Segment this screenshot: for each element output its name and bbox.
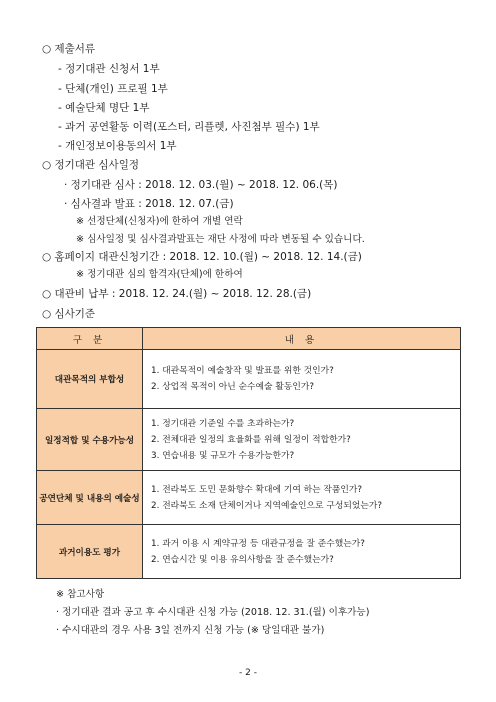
reference-item-1: · 정기대관 결과 공고 후 수시대관 신청 가능 (2018. 12. 31.(월) 이후가능) [56, 607, 370, 618]
table-row [37, 409, 461, 471]
schedule-review-dates: · 정기대관 심사 : 2018. 12. 03.(월) ~ 2018. 12. 06.(목) [64, 179, 338, 191]
criteria-table [36, 327, 461, 579]
criteria-line: 1. 정기대관 기준일 수를 초과하는가? [151, 418, 295, 429]
criteria-category: 대관목적의 부합성 [37, 350, 143, 409]
submit-item-3: - 예술단체 명단 1부 [58, 102, 150, 114]
criteria-line: 2. 전체대관 일정의 효율화를 위해 일정이 적합한가? [151, 434, 351, 445]
criteria-category: 일정적합 및 수용가능성 [37, 409, 143, 471]
submit-item-2: - 단체(개인) 프로필 1부 [58, 83, 168, 95]
homepage-note: ※ 정기대관 심의 합격자(단체)에 한하여 [76, 269, 243, 280]
schedule-heading: ○ 정기대관 심사일정 [42, 159, 139, 171]
schedule-note-1: ※ 선정단체(신청자)에 한하여 개별 연락 [76, 216, 243, 227]
submit-item-1: - 정기대관 신청서 1부 [58, 63, 160, 75]
table-row [37, 350, 461, 409]
criteria-line: 1. 과거 이용 시 계약규정 등 대관규정을 잘 준수했는가? [151, 538, 365, 549]
criteria-content [143, 471, 461, 525]
homepage-period-heading: ○ 홈페이지 대관신청기간 : 2018. 12. 10.(월) ~ 2018. 12. 14.(금) [42, 251, 362, 263]
table-row [37, 471, 461, 525]
criteria-line: 2. 전라북도 소재 단체이거나 지역예술인으로 구성되었는가? [151, 500, 382, 511]
submit-item-5: - 개인정보이용동의서 1부 [58, 140, 177, 152]
criteria-line: 3. 연습내용 및 규모가 수용가능한가? [151, 450, 295, 461]
schedule-result-date: · 심사결과 발표 : 2018. 12. 07.(금) [64, 198, 234, 210]
criteria-header-row [37, 328, 461, 350]
schedule-note-2: ※ 심사일정 및 심사결과발표는 재단 사정에 따라 변동될 수 있습니다. [76, 234, 365, 245]
criteria-category: 과거이용도 평가 [37, 525, 143, 579]
reference-heading: ※ 참고사항 [56, 589, 105, 600]
payment-heading: ○ 대관비 납부 : 2018. 12. 24.(월) ~ 2018. 12. 28.(금) [42, 288, 312, 300]
criteria-line: 1. 대관목적이 예술창작 및 발표를 위한 것인가? [151, 366, 334, 376]
submit-documents-heading: ○ 제출서류 [42, 43, 96, 55]
criteria-content [143, 409, 461, 471]
criteria-category: 공연단체 및 내용의 예술성 [37, 471, 143, 525]
reference-item-2: · 수시대관의 경우 사용 3일 전까지 신청 가능 (※ 당일대관 불가) [56, 625, 325, 636]
table-row [37, 525, 461, 579]
criteria-content [143, 350, 461, 409]
criteria-line: 2. 상업적 목적이 아닌 순수예술 활동인가? [151, 382, 315, 392]
column-header-category: 구 분 [37, 328, 143, 350]
criteria-line: 1. 전라북도 도민 문화향수 확대에 기여 하는 작품인가? [151, 484, 363, 495]
column-header-content: 내 용 [143, 328, 461, 350]
criteria-content [143, 525, 461, 579]
submit-item-4: - 과거 공연활동 이력(포스터, 리플렛, 사진첨부 필수) 1부 [58, 121, 320, 133]
criteria-heading: ○ 심사기준 [42, 308, 96, 320]
page-number: - 2 - [239, 668, 257, 678]
criteria-line: 2. 연습시간 및 이용 유의사항을 잘 준수했는가? [151, 554, 334, 565]
